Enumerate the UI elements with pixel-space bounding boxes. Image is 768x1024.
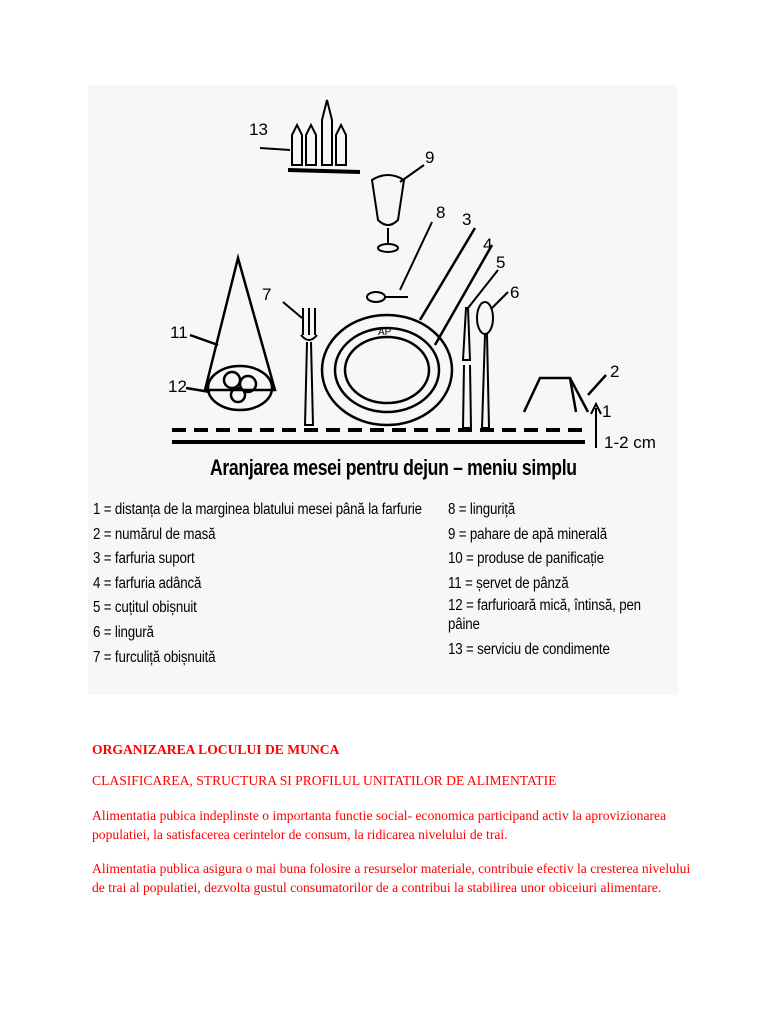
legend-item: 12 = farfurioară mică, întinsă, pen pâine	[448, 597, 641, 634]
paragraph-2: Alimentatia publica asigura o mai buna folosire a resurselor materiale, contribuie efectiv la cresterea nivelului de trai al populatiei, dezvolta gustul consumatorilor de a contribui la stabilirea unor obiceiuri alimentare.	[92, 861, 691, 895]
legend-item: 10 = produse de panificație	[448, 550, 604, 568]
legend-item: 4 = farfuria adâncă	[93, 574, 202, 592]
section-subheading: CLASIFICAREA, STRUCTURA SI PROFILUL UNITATILOR DE ALIMENTATIE	[92, 773, 557, 788]
callout-5: 5	[496, 253, 506, 272]
callout-13: 13	[249, 120, 268, 139]
section-heading: ORGANIZAREA LOCULUI DE MUNCA	[92, 742, 340, 757]
diagram-caption: Aranjarea mesei pentru dejun – meniu simplu	[210, 455, 577, 480]
legend-item: 9 = pahare de apă minerală	[448, 525, 607, 543]
legend-item: 11 = șervet de pânză	[448, 574, 569, 592]
legend-item: 5 = cuțitul obișnuit	[93, 599, 197, 617]
callout-2: 2	[610, 362, 620, 381]
legend-item: 13 = serviciu de condimente	[448, 641, 610, 659]
callout-9: 9	[425, 148, 435, 167]
legend-right	[448, 498, 648, 663]
legend-item: 3 = farfuria suport	[93, 550, 195, 568]
callout-6: 6	[510, 283, 520, 302]
legend-item: 2 = numărul de masă	[93, 525, 216, 543]
callout-7: 7	[262, 285, 272, 304]
callout-1: 1	[602, 402, 612, 421]
callout-8: 8	[436, 203, 446, 222]
distance-label: 1-2 cm	[604, 433, 656, 452]
callout-4: 4	[483, 235, 493, 254]
legend-item: 8 = linguriță	[448, 501, 516, 518]
paragraph-1: Alimentatia pubica indeplinste o importanta functie social- economica participand activ la aprovizionarea populatiei, la satisfacerea cerintelor de consum, la ridicarea nivelului de trai.	[92, 808, 667, 842]
legend-item: 1 = distanța de la marginea blatului mesei până la farfurie	[93, 501, 422, 518]
callout-11: 11	[170, 323, 188, 342]
legend-left	[93, 498, 422, 670]
plate-label: AP	[378, 327, 392, 338]
callout-12: 12	[168, 377, 187, 396]
legend-item: 6 = lingură	[93, 623, 154, 641]
callout-3: 3	[462, 210, 472, 229]
legend-item: 7 = furculiță obișnuită	[93, 648, 216, 666]
